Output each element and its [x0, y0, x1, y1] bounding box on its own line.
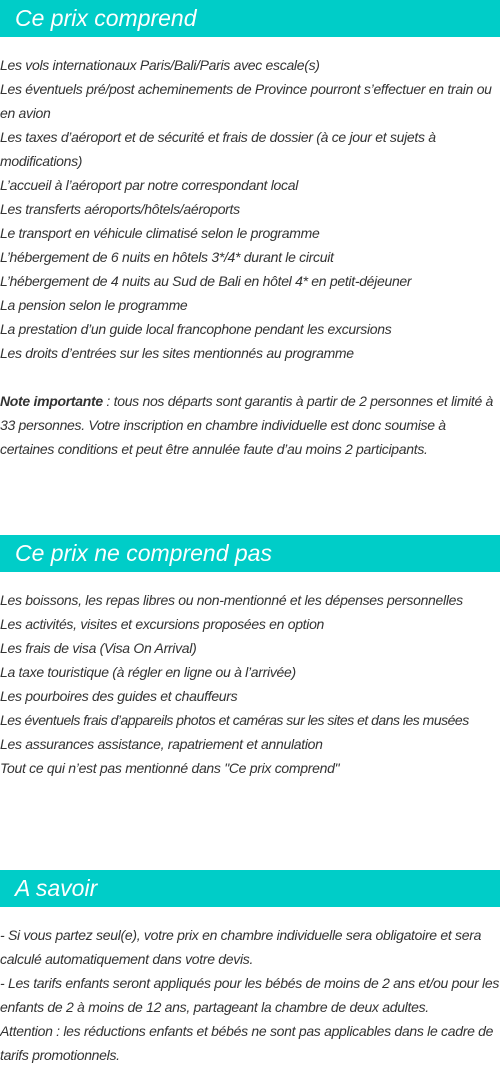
section-header-a-savoir	[0, 870, 500, 907]
list-item: Les activités, visites et excursions proposées en option	[0, 616, 325, 632]
list-item: Les taxes d’aéroport et de sécurité et frais de dossier (à ce jour et sujets à modifications)	[0, 129, 436, 169]
note-text: : tous nos départs sont garantis à partir de 2 personnes et limité à 33 personnes. Votre inscription en chambre individuelle est donc soumise à certaines conditions et peut être annulée faute d’au moins 2 participants.	[0, 393, 494, 457]
list-item: Les éventuels pré/post acheminements de Province pourront s’effectuer en train ou en avion	[0, 81, 492, 121]
not-included-list	[0, 588, 500, 780]
list-item: Les droits d’entrées sur les sites mentionnés au programme	[0, 345, 354, 361]
note-paragraph	[0, 389, 500, 461]
list-item: Le transport en véhicule climatisé selon le programme	[0, 225, 320, 241]
list-item: La prestation d’un guide local francophone pendant les excursions	[0, 321, 392, 337]
section-title: Ce prix ne comprend pas	[15, 540, 272, 566]
list-item: Tout ce qui n’est pas mentionné dans "Ce prix comprend"	[0, 760, 340, 776]
list-item: L’hébergement de 4 nuits au Sud de Bali en hôtel 4* en petit-déjeuner	[0, 273, 412, 289]
list-item: Les éventuels frais d’appareils photos et caméras sur les sites et dans les musées	[0, 712, 469, 728]
section-title: Ce prix comprend	[15, 5, 197, 31]
list-item: Les assurances assistance, rapatriement et annulation	[0, 736, 323, 752]
section-header-ce-prix-comprend	[0, 0, 500, 37]
section-title: A savoir	[15, 875, 98, 901]
list-item: Les boissons, les repas libres ou non-mentionné et les dépenses personnelles	[0, 592, 463, 608]
list-item: Attention : les réductions enfants et bébés ne sont pas applicables dans le cadre de tarifs promotionnels.	[0, 1023, 494, 1063]
list-item: Les pourboires des guides et chauffeurs	[0, 688, 238, 704]
important-note	[0, 389, 500, 461]
list-item: Les vols internationaux Paris/Bali/Paris avec escale(s)	[0, 57, 320, 73]
list-item: L’hébergement de 6 nuits en hôtels 3*/4* durant le circuit	[0, 249, 334, 265]
list-item: Les frais de visa (Visa On Arrival)	[0, 640, 197, 656]
list-item: L’accueil à l’aéroport par notre correspondant local	[0, 177, 299, 193]
list-item: La pension selon le programme	[0, 297, 188, 313]
list-item: - Si vous partez seul(e), votre prix en chambre individuelle sera obligatoire et sera calculé automatiquement dans votre devis.	[0, 927, 482, 967]
good-to-know-list	[0, 923, 500, 1067]
included-list	[0, 53, 500, 365]
note-label: Note importante	[0, 393, 103, 409]
list-item: La taxe touristique (à régler en ligne ou à l’arrivée)	[0, 664, 296, 680]
section-header-ce-prix-ne-comprend-pas	[0, 535, 500, 572]
list-item: Les transferts aéroports/hôtels/aéroports	[0, 201, 240, 217]
list-item: - Les tarifs enfants seront appliqués pour les bébés de moins de 2 ans et/ou pour les enfants de 2 à moins de 12 ans, partageant la chambre de deux adultes.	[0, 975, 500, 1015]
